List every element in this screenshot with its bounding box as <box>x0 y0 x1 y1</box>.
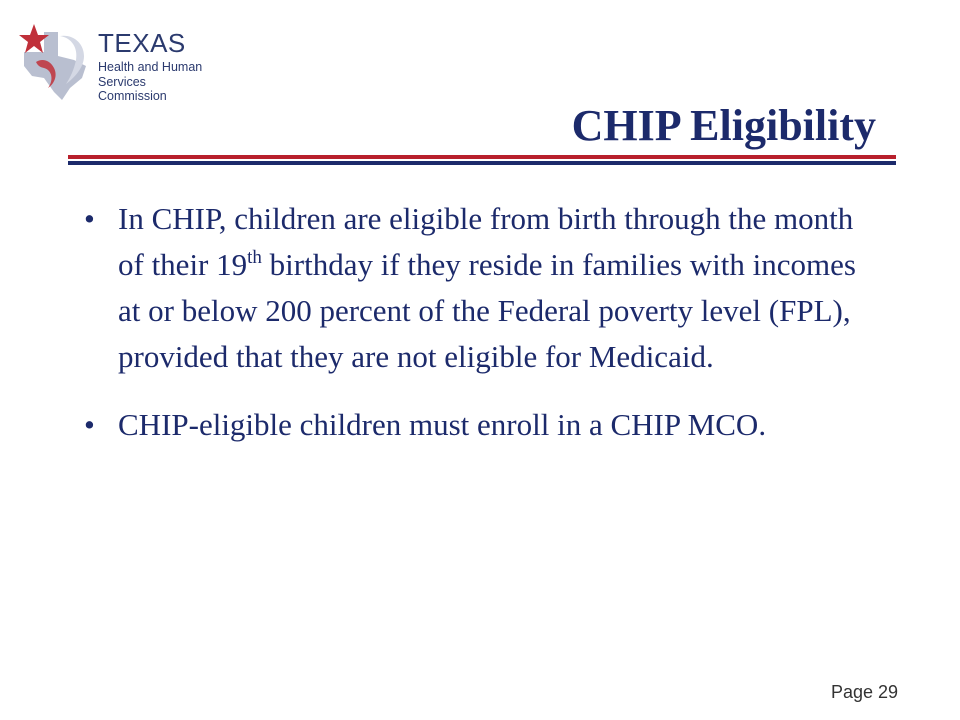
logo-subtitle-line1: Health and Human <box>98 60 203 74</box>
texas-hhsc-logo <box>14 22 214 102</box>
logo-texas-text: TEXAS <box>98 28 186 58</box>
logo-subtitle-line2: Services Commission <box>98 75 167 103</box>
slide-title: CHIP Eligibility <box>571 101 876 150</box>
bullet-list <box>84 196 874 470</box>
texas-silhouette-icon <box>14 22 96 102</box>
bullet-marker: • <box>84 201 95 236</box>
title-rule-blue <box>68 161 896 165</box>
bullet-text-part2: birthday if they reside in families with incomes at or below 200 percent of the Federal poverty level (FPL), provided that they are not eligible for Medicaid. <box>118 247 856 374</box>
bullet-item-enrollment <box>84 402 874 448</box>
bullet-text: CHIP-eligible children must enroll in a CHIP MCO. <box>118 407 767 442</box>
page-number: Page 29 <box>830 682 898 702</box>
bullet-superscript: th <box>247 247 262 268</box>
bullet-item-eligibility <box>84 196 874 380</box>
bullet-text-part1: In CHIP, children are eligible from birth through the month of their 19 <box>118 201 854 282</box>
bullet-marker: • <box>84 407 95 442</box>
